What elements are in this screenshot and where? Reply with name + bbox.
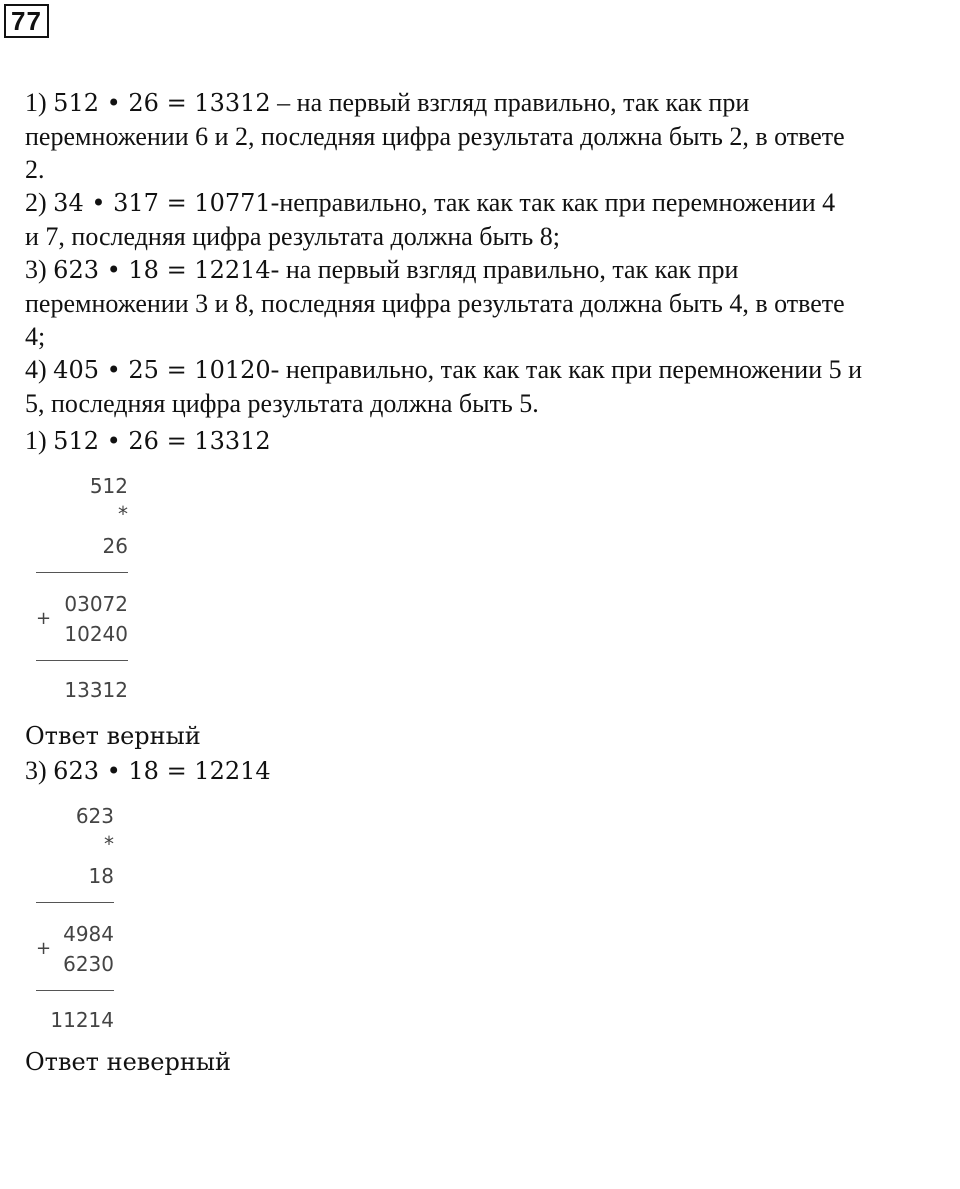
paragraph-line: 5, последняя цифра результата должна быть 5. <box>25 389 539 418</box>
multiplier: 18 <box>88 864 114 888</box>
multiplicand: 623 <box>75 804 114 828</box>
paragraph-line: 1) 512 • 26 = 13312 – на первый взгляд правильно, так как при <box>25 88 750 117</box>
paragraph-line: 4) 405 • 25 = 10120- неправильно, так как так как при перемножении 5 и <box>25 355 863 384</box>
check1-heading: 1) 512 • 26 = 13312 <box>25 426 271 455</box>
divider <box>36 660 128 661</box>
paragraph-line: 2) 34 • 317 = 10771-неправильно, так как так как при перемножении 4 <box>25 188 836 217</box>
task-number-badge: 77 <box>4 4 49 38</box>
paragraph-line: 4; <box>25 322 46 351</box>
operator: * <box>104 832 114 856</box>
explanation-paragraph <box>25 86 955 420</box>
paragraph-line: 3) 623 • 18 = 12214- на первый взгляд правильно, так как при <box>25 255 739 284</box>
equation: 405 • 25 = 10120 <box>53 356 271 384</box>
operator: * <box>118 502 128 526</box>
plus-sign: + <box>36 608 52 629</box>
divider <box>36 572 128 573</box>
partial-product: 10240 <box>64 622 128 646</box>
paragraph-line: перемножении 3 и 8, последняя цифра результата должна быть 4, в ответе <box>25 289 845 318</box>
paragraph-line: 2. <box>25 155 45 184</box>
divider <box>36 902 114 903</box>
check2-column-multiplication <box>36 804 114 1036</box>
equation: 512 • 26 = 13312 <box>53 89 271 117</box>
paragraph-line: и 7, последняя цифра результата должна быть 8; <box>25 222 560 251</box>
check2-verdict: Ответ неверный <box>25 1048 231 1076</box>
equation: 34 • 317 = 10771 <box>53 189 271 217</box>
partial-product: 03072 <box>64 592 128 616</box>
plus-sign: + <box>36 938 52 959</box>
partial-product: 6230 <box>63 952 114 976</box>
equation: 512 • 26 = 13312 <box>53 427 271 455</box>
equation: 623 • 18 = 12214 <box>53 757 271 785</box>
paragraph-line: перемножении 6 и 2, последняя цифра результата должна быть 2, в ответе <box>25 122 845 151</box>
check1-column-multiplication <box>36 474 128 706</box>
multiplicand: 512 <box>89 474 128 498</box>
check2-heading: 3) 623 • 18 = 12214 <box>25 756 271 785</box>
partial-product: 4984 <box>63 922 114 946</box>
check1-verdict: Ответ верный <box>25 722 201 750</box>
product-result: 11214 <box>50 1008 114 1032</box>
product-result: 13312 <box>64 678 128 702</box>
multiplier: 26 <box>102 534 128 558</box>
equation: 623 • 18 = 12214 <box>53 256 271 284</box>
divider <box>36 990 114 991</box>
